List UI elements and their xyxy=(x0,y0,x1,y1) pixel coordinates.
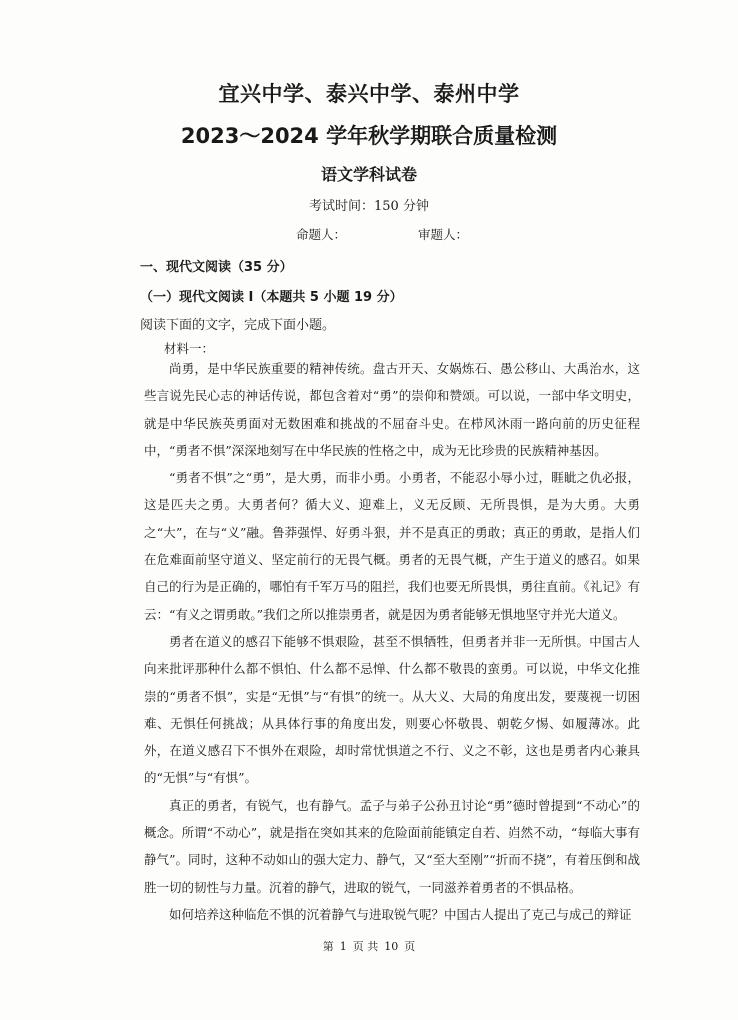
instruction: 阅读下面的文字，完成下面小题。 xyxy=(140,318,336,333)
schools-title: 宜兴中学、泰兴中学、泰州中学 xyxy=(218,82,520,106)
total-pages: 10 xyxy=(384,940,399,953)
reading-passage xyxy=(144,355,640,928)
material-label: 材料一： xyxy=(164,341,215,356)
exam-title: 2023～2024 学年秋学期联合质量检测 xyxy=(180,124,558,148)
footer-suffix: 页 xyxy=(404,940,416,953)
subject-title: 语文学科试卷 xyxy=(320,165,417,184)
author-label: 命题人： xyxy=(296,227,347,242)
footer-prefix: 第 xyxy=(322,940,334,953)
section-title: 一、现代文阅读（35 分） xyxy=(140,260,293,275)
subsection-title: （一）现代文阅读 Ⅰ（本题共 5 小题 19 分） xyxy=(140,290,403,305)
paragraph-4: 真正的勇者，有锐气，也有静气。孟子与弟子公孙丑讨论“勇”德时曾提到“不动心”的概念。所谓“不动心”，就是指在突如其来的危险面前能镇定自若、岿然不动，“每临大事有静气”。同时，这种不动如山的强大定力、静气，又“至大至刚”“折而不挠”，有着压倒和战胜一切的韧性与力量。沉着的静气，进取的锐气，一同滋养着勇者的不惧品格。 xyxy=(144,797,640,895)
page-number: 1 xyxy=(339,940,347,953)
paragraph-1: 尚勇，是中华民族重要的精神传统。盘古开天、女娲炼石、愚公移山、大禹治水，这些言说先民心志的神话传说，都包含着对“勇”的崇仰和赞颂。可以说，一部中华文明史，就是中华民族英勇面对无数困难和挑战的不屈奋斗史。在栉风沐雨一路向前的历史征程中，“勇者不惧”深深地刻写在中华民族的性格之中，成为无比珍贵的民族精神基因。 xyxy=(144,361,640,458)
paragraph-2: “勇者不惧”之“勇”，是大勇，而非小勇。小勇者，不能忍小辱小过，睚眦之仇必报，这是匹夫之勇。大勇者何？循大义、迎难上，义无反顾、无所畏惧，是为大勇。大勇之“大”，在与“义”融。鲁莽强悍、好勇斗狠，并不是真正的勇敢；真正的勇敢，是指人们在危难面前坚守道义、坚定前行的无畏气概。勇者的无畏气概，产生于道义的感召。如果自己的行为是正确的，哪怕有千军万马的阻拦，我们也要无所畏惧，勇往直前。《礼记》有云：“有义之谓勇敢。”我们之所以推崇勇者，就是因为勇者能够无惧地坚守并光大道义。 xyxy=(144,470,640,622)
reviewer-label: 审题人： xyxy=(418,227,469,242)
page-footer xyxy=(0,938,738,954)
paragraph-5: 如何培养这种临危不惧的沉着静气与进取锐气呢？中国古人提出了克己与成己的辩证 xyxy=(169,906,632,922)
paragraph-3: 勇者在道义的感召下能够不惧艰险，甚至不惧牺牲，但勇者并非一无所惧。中国古人向来批评那种什么都不惧怕、什么都不忌惮、什么都不敬畏的蛮勇。可以说，中华文化推崇的“勇者不惧”，实是“无惧”与“有惧”的统一。从大义、大局的角度出发，要蔑视一切困难、无惧任何挑战；从具体行事的角度出发，则要心怀敬畏、朝乾夕惕、如履薄冰。此外，在道义感召下不惧外在艰险，却时常忧惧道之不行、义之不彰，这也是勇者内心兼具的“无惧”与“有惧”。 xyxy=(144,633,640,786)
exam-time: 考试时间：150 分钟 xyxy=(309,199,429,214)
footer-mid: 页 共 xyxy=(352,940,379,953)
author-line xyxy=(296,225,540,243)
